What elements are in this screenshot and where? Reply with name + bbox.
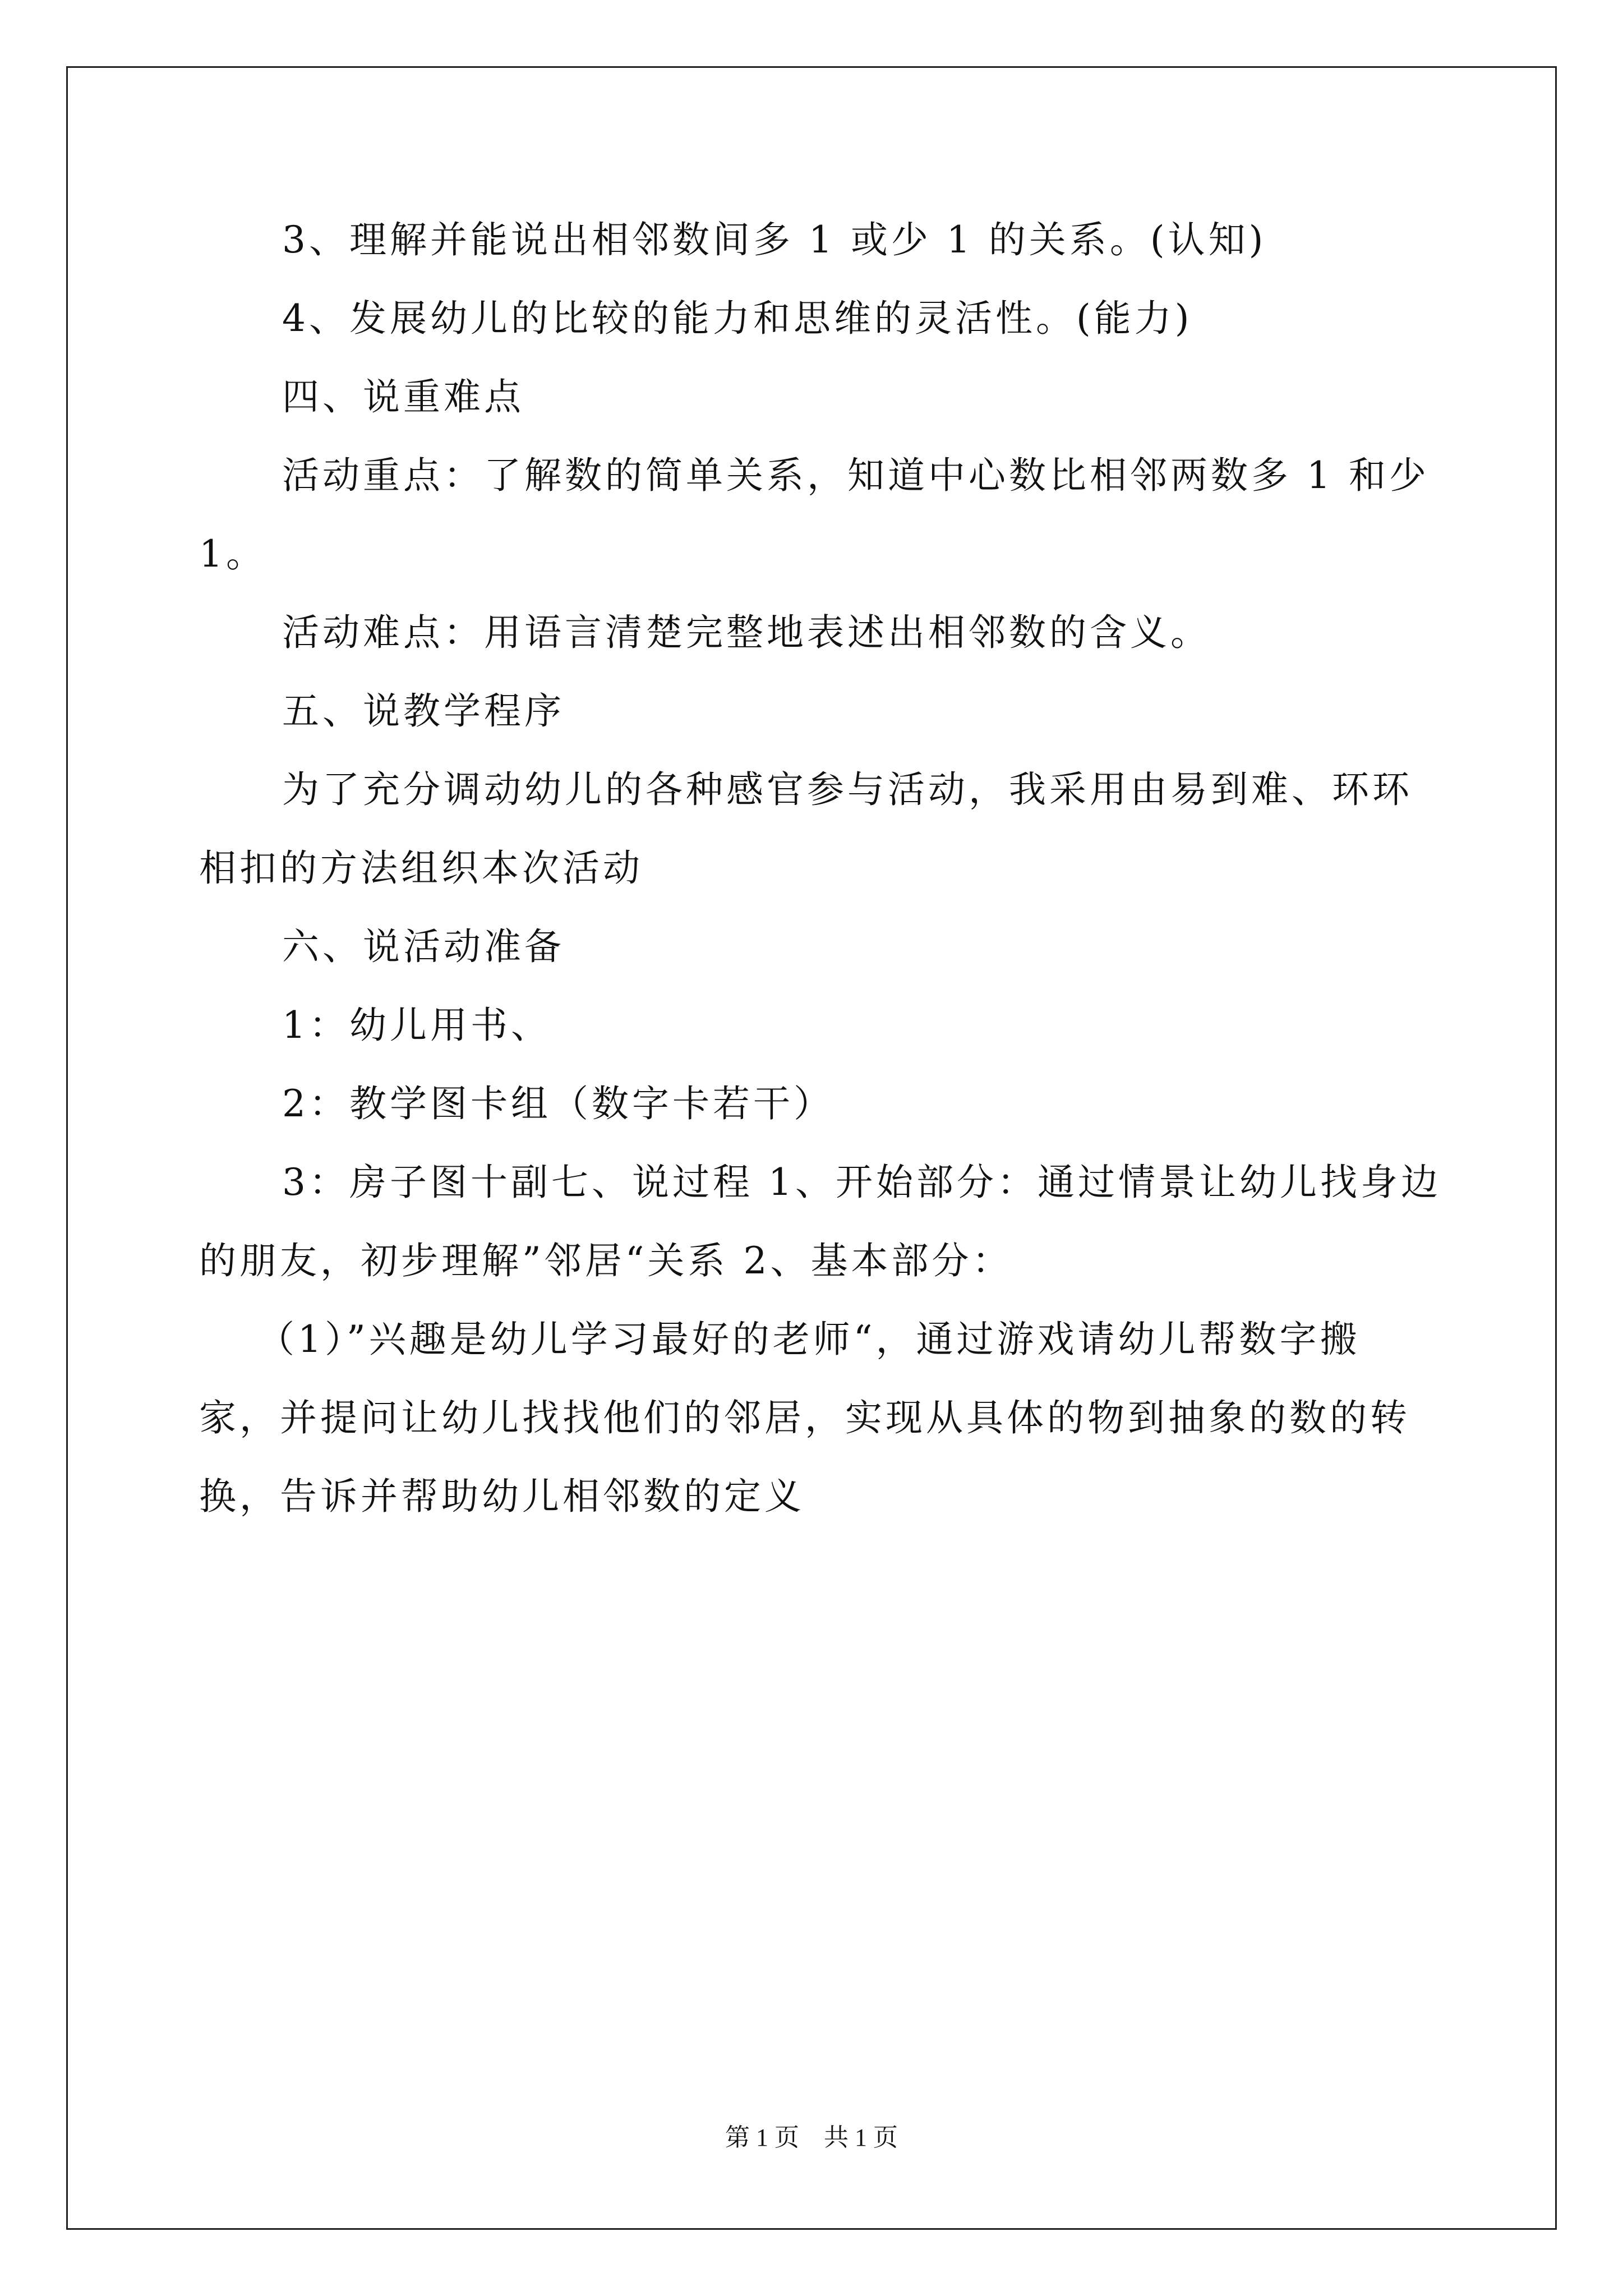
paragraph-line: 家，并提问让幼儿找找他们的邻居，实现从具体的物到抽象的数的转	[199, 1396, 1410, 1439]
list-item: 3：房子图十副七、说过程 1、开始部分：通过情景让幼儿找身边	[282, 1161, 1441, 1204]
paragraph-line: 换，告诉并帮助幼儿相邻数的定义	[199, 1475, 805, 1518]
paragraph-line: 相扣的方法组织本次活动	[199, 846, 643, 890]
section-heading: 六、说活动准备	[282, 925, 565, 968]
list-item: 2：教学图卡组（数字卡若干）	[282, 1082, 834, 1125]
page-number: 第 1 页 共 1 页	[725, 2124, 898, 2151]
paragraph-line: 活动重点：了解数的简单关系，知道中心数比相邻两数多 1 和少	[282, 454, 1430, 497]
paragraph-line: 1。	[199, 532, 266, 576]
paragraph-line: 为了充分调动幼儿的各种感官参与活动，我采用由易到难、环环	[282, 768, 1413, 811]
paragraph-line: 活动难点：用语言清楚完整地表述出相邻数的含义。	[282, 611, 1211, 654]
paragraph-line: 3、理解并能说出相邻数间多 1 或少 1 的关系。(认知)	[282, 218, 1267, 261]
paragraph-line: 4、发展幼儿的比较的能力和思维的灵活性。(能力)	[282, 297, 1193, 340]
paragraph-line: 的朋友，初步理解”邻居“关系 2、基本部分：	[199, 1239, 1013, 1282]
section-heading: 五、说教学程序	[282, 689, 565, 733]
section-heading: 四、说重难点	[282, 375, 524, 418]
list-item: 1：幼儿用书、	[282, 1004, 551, 1047]
page-footer	[0, 2124, 1623, 2151]
paragraph-line: （1）”兴趣是幼儿学习最好的老师“，通过游戏请幼儿帮数字搬	[257, 1318, 1361, 1361]
